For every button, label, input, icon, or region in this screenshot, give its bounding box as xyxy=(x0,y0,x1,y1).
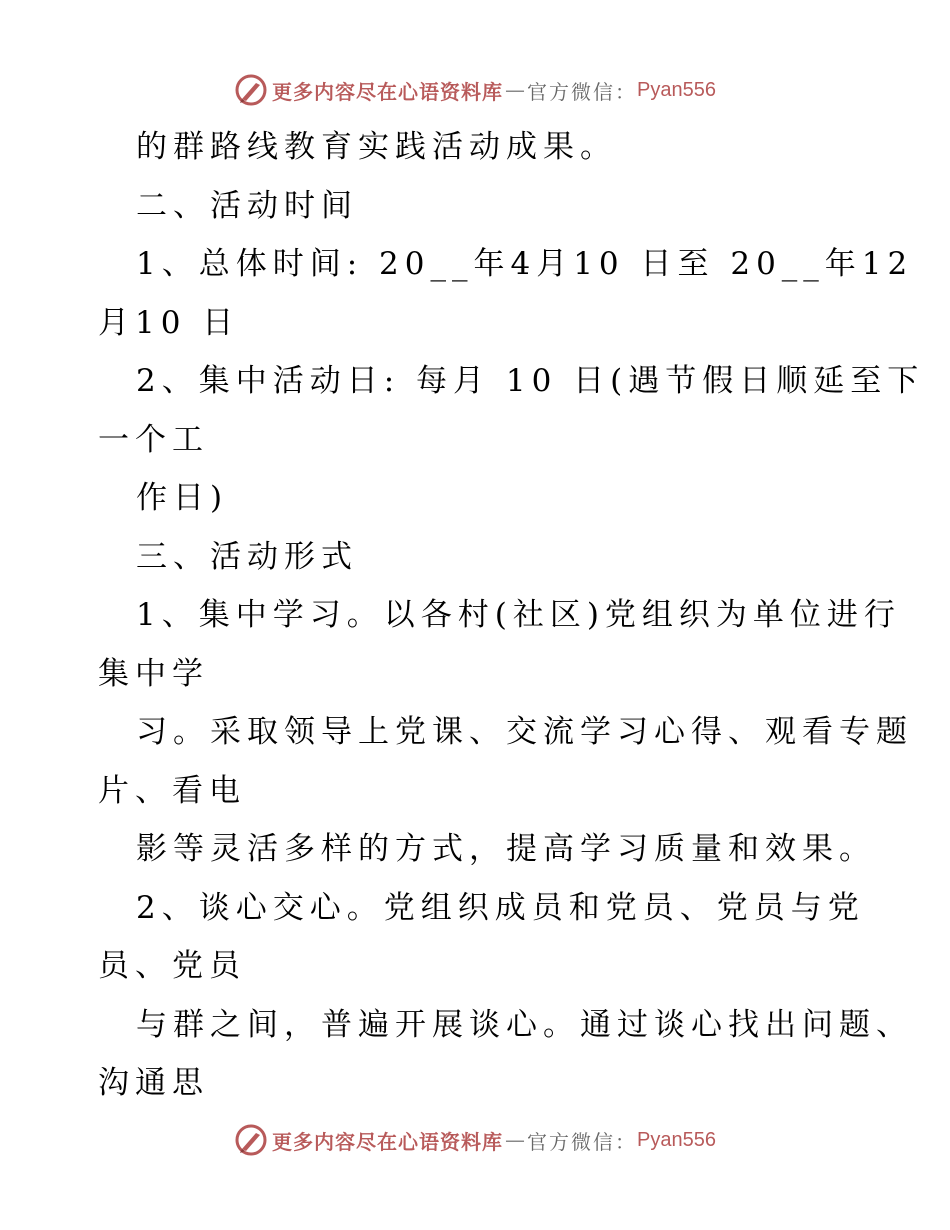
text-line: 月10 日 xyxy=(98,304,240,341)
section-heading: 三、活动形式 xyxy=(136,538,358,575)
watermark-wechat-label: 官方微信： xyxy=(527,1129,638,1154)
watermark-site-text: 更多内容尽在心语资料库 xyxy=(272,1129,504,1154)
pen-logo-icon xyxy=(234,73,268,107)
text-line: 2、集中活动日: 每月 10 日(遇节假日顺延至下 xyxy=(136,363,925,399)
text-line: 与群之间，普遍开展谈心。通过谈心找出问题、 xyxy=(136,1006,913,1043)
footer-watermark xyxy=(0,1120,950,1160)
text-line: 片、看电 xyxy=(98,772,246,809)
text-line: 1、总体时间: 20__年4月10 日至 20__年12 xyxy=(136,246,914,282)
watermark-wechat-id: Pyan556 xyxy=(637,78,716,101)
header-watermark xyxy=(0,70,950,110)
text-line: 沟通思 xyxy=(98,1065,209,1101)
watermark-separator: — xyxy=(505,1128,526,1152)
text-line: 一个工 xyxy=(98,421,209,458)
watermark-wechat-id: Pyan556 xyxy=(637,1128,716,1151)
watermark-separator: — xyxy=(505,78,526,102)
text-line: 作日) xyxy=(136,480,229,516)
text-line: 1、集中学习。以各村(社区)党组织为单位进行 xyxy=(136,597,901,633)
text-line: 员、党员 xyxy=(98,948,246,984)
watermark-site-text: 更多内容尽在心语资料库 xyxy=(272,79,504,104)
text-line: 影等灵活多样的方式，提高学习质量和效果。 xyxy=(136,831,876,867)
watermark-wechat-label: 官方微信： xyxy=(527,79,638,104)
text-line: 集中学 xyxy=(98,655,209,692)
section-heading: 二、活动时间 xyxy=(136,187,358,224)
document-body xyxy=(98,118,925,1113)
text-line: 2、谈心交心。党组织成员和党员、党员与党 xyxy=(136,889,865,926)
pen-logo-icon xyxy=(234,1123,268,1157)
text-line: 习。采取领导上党课、交流学习心得、观看专题 xyxy=(136,714,913,750)
text-line: 的群路线教育实践活动成果。 xyxy=(136,129,617,165)
